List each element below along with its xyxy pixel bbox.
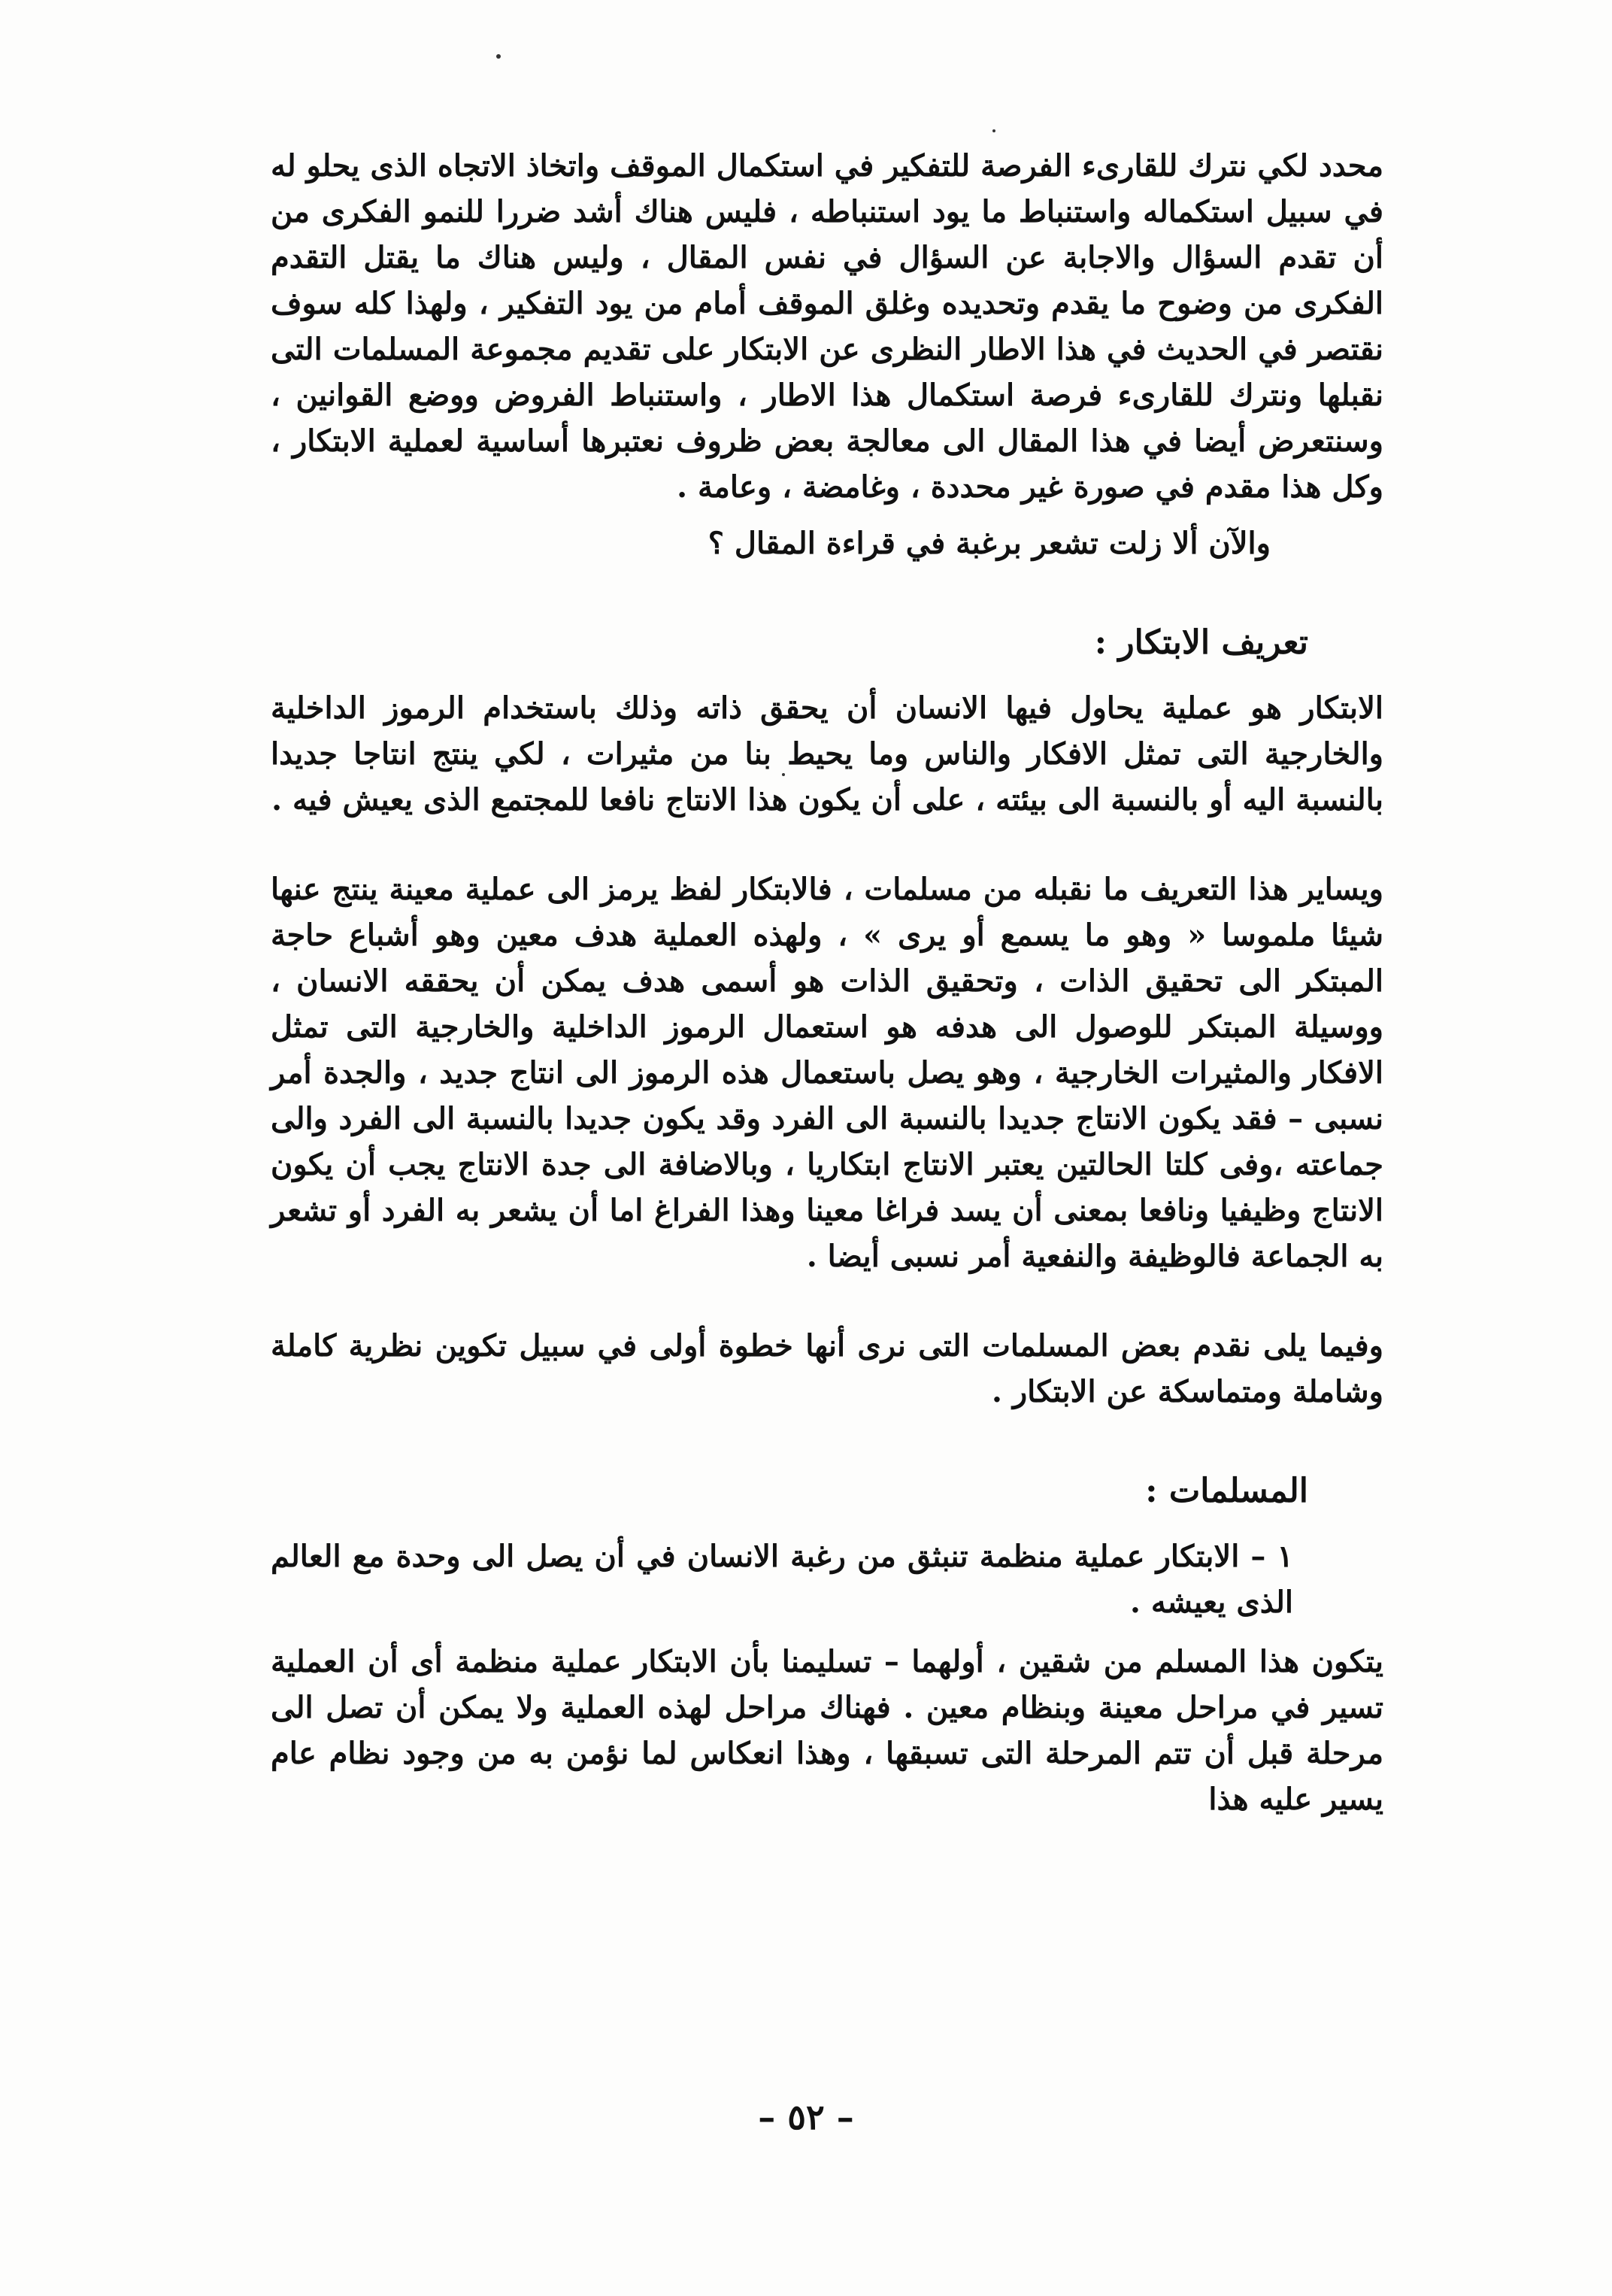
definition-heading: تعريف الابتكار : [1094, 623, 1308, 662]
premise-1-explanation-paragraph: يتكون هذا المسلم من شقين ، أولهما – تسليمنا بأن الابتكار عملية منظمة أى أن العملية تسير في مراحل معينة وبنظام معين . فهناك مراحل لهذه العملية ولا يمكن أن تصل الى مرحلة قبل أن تتم المرحلة التى تسبقها ، وهذا انعكاس لما نؤمن به من وجود نظام عام يسير عليه هذا [271, 1644, 1383, 1817]
premises-heading: المسلمات : [1145, 1472, 1308, 1510]
reader-question: والآن ألا زلت تشعر برغبة في قراءة المقال ؟ [708, 526, 1271, 561]
definition-explanation-paragraph: ويساير هذا التعريف ما نقبله من مسلمات ، فالابتكار لفظ يرمز الى عملية معينة ينتج عنها شيئا ملموسا « وهو ما يسمع أو يرى » ، ولهذه العملية هدف معين وهو أشباع حاجة المبتكر الى تحقيق الذات ، وتحقيق الذات هو أسمى هدف يمكن أن يحققه الانسان ، ووسيلة المبتكر للوصول الى هدفه هو استعمال الرموز الداخلية والخارجية التى تمثل الافكار والمثيرات الخارجية ، وهو يصل باستعمال هذه الرموز الى انتاج جديد ، والجدة أمر نسبى – فقد يكون الانتاج جديدا بالنسبة الى الفرد وقد يكون جديدا بالنسبة الى الفرد والى جماعته ،وفى كلتا الحالتين يعتبر الانتاج ابتكاريا ، وبالاضافة الى جدة الانتاج يجب أن يكون الانتاج وظيفيا ونافعا بمعنى أن يسد فراغا معينا وهذا الفراغ اما أن يشعر به الفرد أو تشعر به الجماعة فالوظيفة والنفعية أمر نسبى أيضا . [271, 872, 1383, 1274]
definition-paragraph: الابتكار هو عملية يحاول فيها الانسان أن يحقق ذاته وذلك باستخدام الرموز الداخلية والخارجية التى تمثل الافكار والناس وما يحيط بنا من مثيرات ، لكي ينتج انتاجا جديدا بالنسبة اليه أو بالنسبة الى بيئته ، على أن يكون هذا الانتاج نافعا للمجتمع الذى يعيش فيه . [271, 690, 1383, 817]
premises-intro-paragraph: وفيما يلى نقدم بعض المسلمات التى نرى أنها خطوة أولى في سبيل تكوين نظرية كاملة وشاملة ومتماسكة عن الابتكار . [271, 1328, 1383, 1409]
premise-1-paragraph: ١ – الابتكار عملية منظمة تنبثق من رغبة الانسان في أن يصل الى وحدة مع العالم الذى يعيشه . [271, 1539, 1293, 1620]
page-body [271, 143, 1383, 1822]
scan-speck [496, 54, 501, 59]
page-number: – ٥٢ – [758, 2097, 854, 2137]
intro-paragraph: محدد لكي نترك للقارىء الفرصة للتفكير في استكمال الموقف واتخاذ الاتجاه الذى يحلو له في سبيل استكماله واستنباط ما يود استنباطه ، فليس هناك أشد ضررا للنمو الفكرى من أن تقدم السؤال والاجابة عن السؤال في نفس المقال ، وليس هناك ما يقتل التقدم الفكرى من وضوح ما يقدم وتحديده وغلق الموقف أمام من يود التفكير ، ولهذا كله سوف نقتصر في الحديث في هذا الاطار النظرى عن الابتكار على تقديم مجموعة المسلمات التى نقبلها ونترك للقارىء فرصة استكمال هذا الاطار ، واستنباط الفروض ووضع القوانين ، وسنتعرض أيضا في هذا المقال الى معالجة بعض ظروف نعتبرها أساسية لعملية الابتكار ، وكل هذا مقدم في صورة غير محددة ، وغامضة ، وعامة . [271, 148, 1384, 505]
scan-speck [992, 129, 995, 132]
